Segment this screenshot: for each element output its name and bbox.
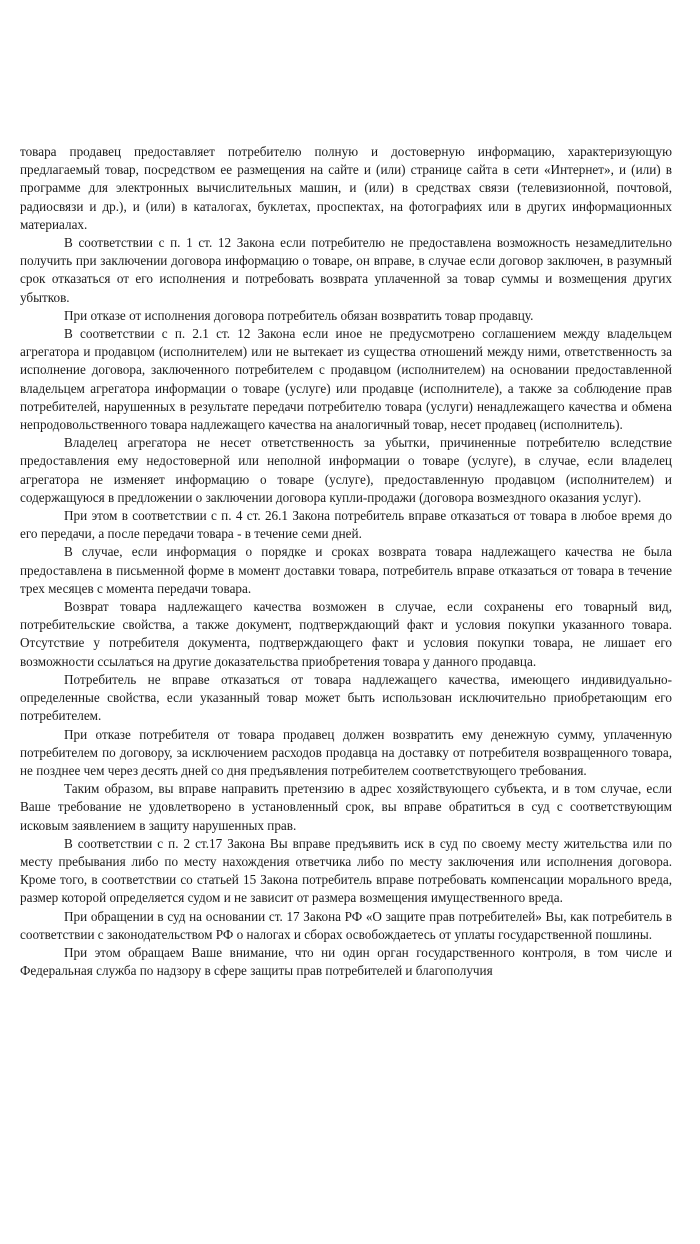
paragraph-13: При обращении в суд на основании ст. 17 Закона РФ «О защите прав потребителей» Вы, как потребитель в соответствии с законодательством РФ о налогах и сборах освобождаетесь от уплаты государственной пошлины. [20,908,672,942]
paragraph-5: Владелец агрегатора не несет ответственность за убытки, причиненные потребителю вследствие предоставления ему недостоверной или неполной информации о товаре (услуге), в случае, если владелец агрегатора не изменяет информацию о товаре (услуге), предоставленную продавцом (исполнителем) и содержащуюся в предложении о заключении договора купли-продажи (договора возмездного оказания услуг). [20,435,672,505]
paragraph-9: Потребитель не вправе отказаться от товара надлежащего качества, имеющего индивидуально-определенные свойства, если указанный товар может быть использован исключительно приобретающим его потребителем. [20,671,672,724]
paragraph-2: В соответствии с п. 1 ст. 12 Закона если потребителю не предоставлена возможность незамедлительно получить при заключении договора информацию о товаре, он вправе, в случае если договор заключен, в разумный срок отказаться от его исполнения и потребовать возврата уплаченной за товар суммы и возмещения других убытков. [20,235,672,305]
document-page [20,143,672,980]
paragraph-1: товара продавец предоставляет потребителю полную и достоверную информацию, характеризующую предлагаемый товар, посредством ее размещения на сайте и (или) странице сайта в сети «Интернет», и (или) в программе для электронных вычислительных машин, и (или) в средствах связи (телевизионной, почтовой, радиосвязи и др.), и (или) в каталогах, буклетах, проспектах, на фотографиях или в других информационных материалах. [20,144,672,232]
paragraph-12: В соответствии с п. 2 ст.17 Закона Вы вправе предъявить иск в суд по своему месту жительства или по месту пребывания либо по месту нахождения ответчика либо по месту заключения или исполнения договора. Кроме того, в соответствии со статьей 15 Закона потребитель вправе потребовать компенсации морального вреда, размер которой определяется судом и не зависит от размера возмещения имущественного вреда. [20,835,672,906]
paragraph-3: При отказе от исполнения договора потребитель обязан возвратить товар продавцу. [64,307,534,323]
paragraph-11: Таким образом, вы вправе направить претензию в адрес хозяйствующего субъекта, и в том случае, если Ваше требование не удовлетворено в установленный срок, вы вправе обратиться в суд с соответствующим исковым заявлением в защиту нарушенных прав. [20,781,672,833]
paragraph-14: При этом обращаем Ваше внимание, что ни один орган государственного контроля, в том числе и Федеральная служба по надзору в сфере защиты прав потребителей и благополучия [20,944,672,979]
paragraph-6: При этом в соответствии с п. 4 ст. 26.1 Закона потребитель вправе отказаться от товара в любое время до его передачи, а после передачи товара - в течение семи дней. [20,508,672,542]
paragraph-8: Возврат товара надлежащего качества возможен в случае, если сохранены его товарный вид, потребительские свойства, а также документ, подтверждающий факт и условия покупки указанного товара. Отсутствие у потребителя документа, подтверждающего факт и условия покупки товара, не лишает его возможности ссылаться на другие доказательства приобретения товара у данного продавца. [20,599,672,669]
paragraph-10: При отказе потребителя от товара продавец должен возвратить ему денежную сумму, уплаченную потребителем по договору, за исключением расходов продавца на доставку от потребителя возвращенного товара, не позднее чем через десять дней со дня предъявления потребителем соответствующего требования. [20,726,672,778]
paragraph-4: В соответствии с п. 2.1 ст. 12 Закона если иное не предусмотрено соглашением между владельцем агрегатора и продавцом (исполнителем) или не вытекает из существа отношений между ними, ответственность за исполнение договора, заключенного потребителем с продавцом (исполнителем) на основании предоставленной владельцем агрегатора информации о товаре (услуге) или продавце (исполнителе), а также за соблюдение прав потребителей, нарушенных в результате передачи потребителю товара (услуги) ненадлежащего качества и обмена непродовольственного товара надлежащего качества на аналогичный товар, несет продавец (исполнитель). [20,326,672,433]
paragraph-7: В случае, если информация о порядке и сроках возврата товара надлежащего качества не была предоставлена в письменной форме в момент доставки товара, потребитель вправе отказаться от товара в течение трех месяцев с момента передачи товара. [20,544,672,596]
